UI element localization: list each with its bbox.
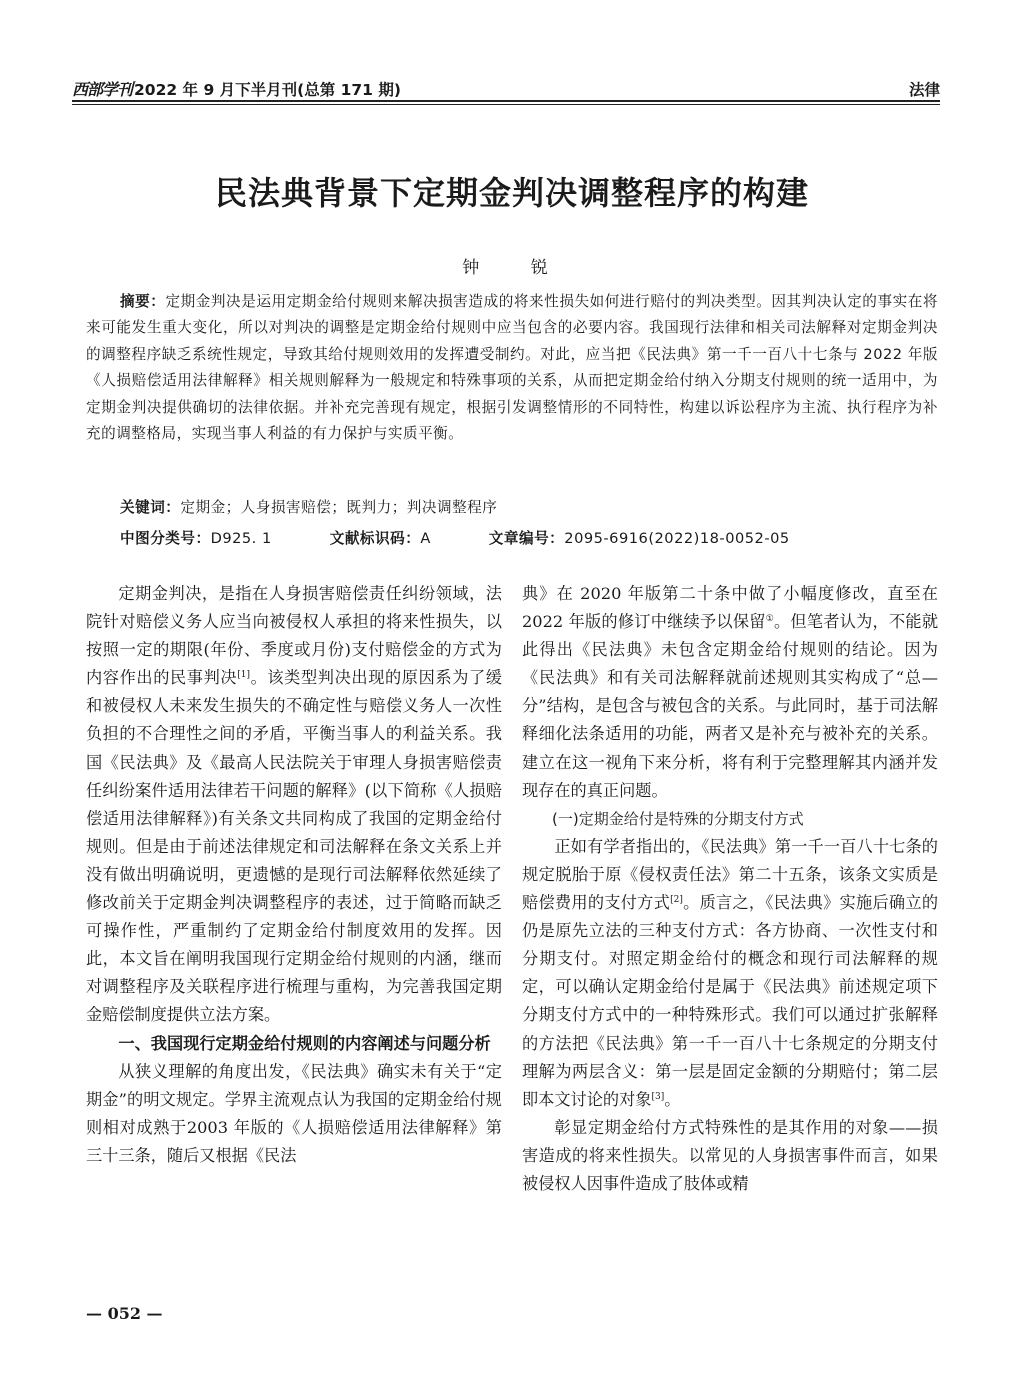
paragraph-text: 。 — [664, 1089, 681, 1109]
abstract-text: 定期金判决是运用定期金给付规则来解决损害造成的将来性损失如何进行赔付的判决类型。因其判决认定的事实在将来可能发生重大变化，所以对判决的调整是定期金给付规则中应当包含的必要内容。我国现行法律和相关司法解释对定期金判决的调整程序缺乏系统性规定，导致其给付规则效用的发挥遭受制约。对此，应当把《民法典》第一千一百八十七条与 2022 年版《人损赔偿适用法律解释》相关规则解释为一般规定和特殊事项的关系，从而把定期金给付纳入分期支付规则的统一适用中，为定期金判决提供确切的法律依据。并补充完善现有规定，根据引发调整情形的不同特性，构建以诉讼程序为主流、执行程序为补充的调整格局，实现当事人利益的有力保护与实质平衡。 — [86, 293, 938, 443]
art-label: 文章编号： — [488, 530, 565, 547]
paragraph-text: 。质言之，《民法典》实施后确立的仍是原先立法的三种支付方式：各方协商、一次性支付和分期支付。对照定期金给付的概念和现行司法解释的规定，可以确认定期金给付是属于《民法典》前述规定项下分期支付方式中的一种特殊形式。我们可以通过扩张解释的方法把《民法典》第一千一百八十七条规定的分期支付理解为两层含义：第一层是固定金额的分期赔付；第二层即本文讨论的对象 — [522, 893, 939, 1109]
doc-value: A — [420, 530, 431, 547]
citation-ref: [3] — [651, 1091, 665, 1102]
header-rule-thin — [72, 104, 940, 105]
citation-ref: [1] — [237, 670, 250, 681]
art-value: 2095-6916(2022)18-0052-05 — [564, 530, 790, 547]
page-number: — 052 — — [86, 1304, 163, 1323]
paragraph: 从狭义理解的角度出发，《民法典》确实未有关于“定期金”的明文规定。学界主流观点认为我国的定期金给付规则相对成熟于2003 年版的《人损赔偿适用法律解释》第三十三条，随后又根据《民法 — [86, 1061, 502, 1165]
doc-label: 文献标识码： — [329, 530, 421, 547]
body-column-left — [86, 580, 502, 1170]
article-title: 民法典背景下定期金判决调整程序的构建 — [214, 174, 809, 212]
keywords — [120, 496, 497, 517]
body-column-right — [522, 580, 938, 1198]
paragraph — [522, 580, 938, 805]
paragraph — [522, 833, 938, 1114]
section-heading: 一、我国现行定期金给付规则的内容阐述与问题分析 — [118, 1033, 491, 1053]
footnote-ref: ① — [765, 614, 774, 625]
article-number — [489, 527, 790, 548]
citation-ref: [2] — [670, 895, 683, 906]
header-left — [72, 77, 401, 100]
abstract-label: 摘要： — [120, 293, 166, 310]
paragraph — [86, 580, 502, 1030]
keywords-label: 关键词： — [120, 499, 181, 516]
clc-label: 中图分类号： — [120, 530, 211, 547]
section-label: 法律 — [908, 81, 940, 99]
subsection-heading: (一)定期金给付是特殊的分期支付方式 — [552, 809, 804, 828]
journal-logo: 西部学刊 — [72, 80, 133, 99]
author-name: 钟 锐 — [462, 258, 562, 278]
issue-info: 2022 年 9 月下半月刊(总第 171 期) — [134, 81, 401, 99]
clc-number — [120, 527, 272, 548]
classification-line — [120, 527, 940, 548]
paragraph-text: 。该类型判决出现的原因系为了缓和被侵权人未来发生损失的不确定性与赔偿义务人一次性负担的不合理性之间的矛盾，平衡当事人的利益关系。我国《民法典》及《最高人民法院关于审理人身损害赔偿责任纠纷案件适用法律若干问题的解释》(以下简称《人损赔偿适用法律解释》)有关条文共同构成了我国的定期金给付规则。但是由于前述法律规定和司法解释在条文关系上并没有做出明确说明，更遗憾的是现行司法解释依然延续了修改前关于定期金判决调整程序的表述，过于简略而缺乏可操作性，严重制约了定期金给付制度效用的发挥。因此，本文旨在阐明我国现行定期金给付规则的内涵，继而对调整程序及关联程序进行梳理与重构，为完善我国定期金赔偿制度提供立法方案。 — [86, 668, 502, 1025]
abstract — [86, 289, 938, 447]
clc-value: D925. 1 — [210, 530, 272, 547]
keywords-text: 定期金；人身损害赔偿；既判力；判决调整程序 — [180, 499, 498, 516]
running-header — [72, 70, 940, 100]
document-code — [330, 527, 431, 548]
paragraph-text: 。但笔者认为，不能就此得出《民法典》未包含定期金给付规则的结论。因为《民法典》和有关司法解释就前述规则其实构成了“总—分”结构，是包含与被包含的关系。与此同时，基于司法解释细化法条适用的功能，两者又是补充与被补充的关系。建立在这一视角下来分析，将有利于完整理解其内涵并发现存在的真正问题。 — [522, 612, 939, 800]
paragraph-text: 正如有学者指出的，《民法典》第一千一百八十七条的规定脱胎于原《侵权责任法》第二十五条，该条文实质是赔偿费用的支付方式 — [522, 836, 938, 913]
paragraph: 彰显定期金给付方式特殊性的是其作用的对象——损害造成的将来性损失。以常见的人身损害事件而言，如果被侵权人因事件造成了肢体或精 — [522, 1117, 938, 1193]
paragraph-text: 定期金判决，是指在人身损害赔偿责任纠纷领域，法院针对赔偿义务人应当向被侵权人承担的将来性损失，以按照一定的期限(年份、季度或月份)支付赔偿金的方式为内容作出的民事判决 — [86, 584, 502, 688]
header-rule-thick — [72, 100, 940, 102]
paragraph-text: 典》在 2020 年版第二十条中做了小幅度修改，直至在 2022 年版的修订中继续予以保留 — [522, 584, 938, 632]
